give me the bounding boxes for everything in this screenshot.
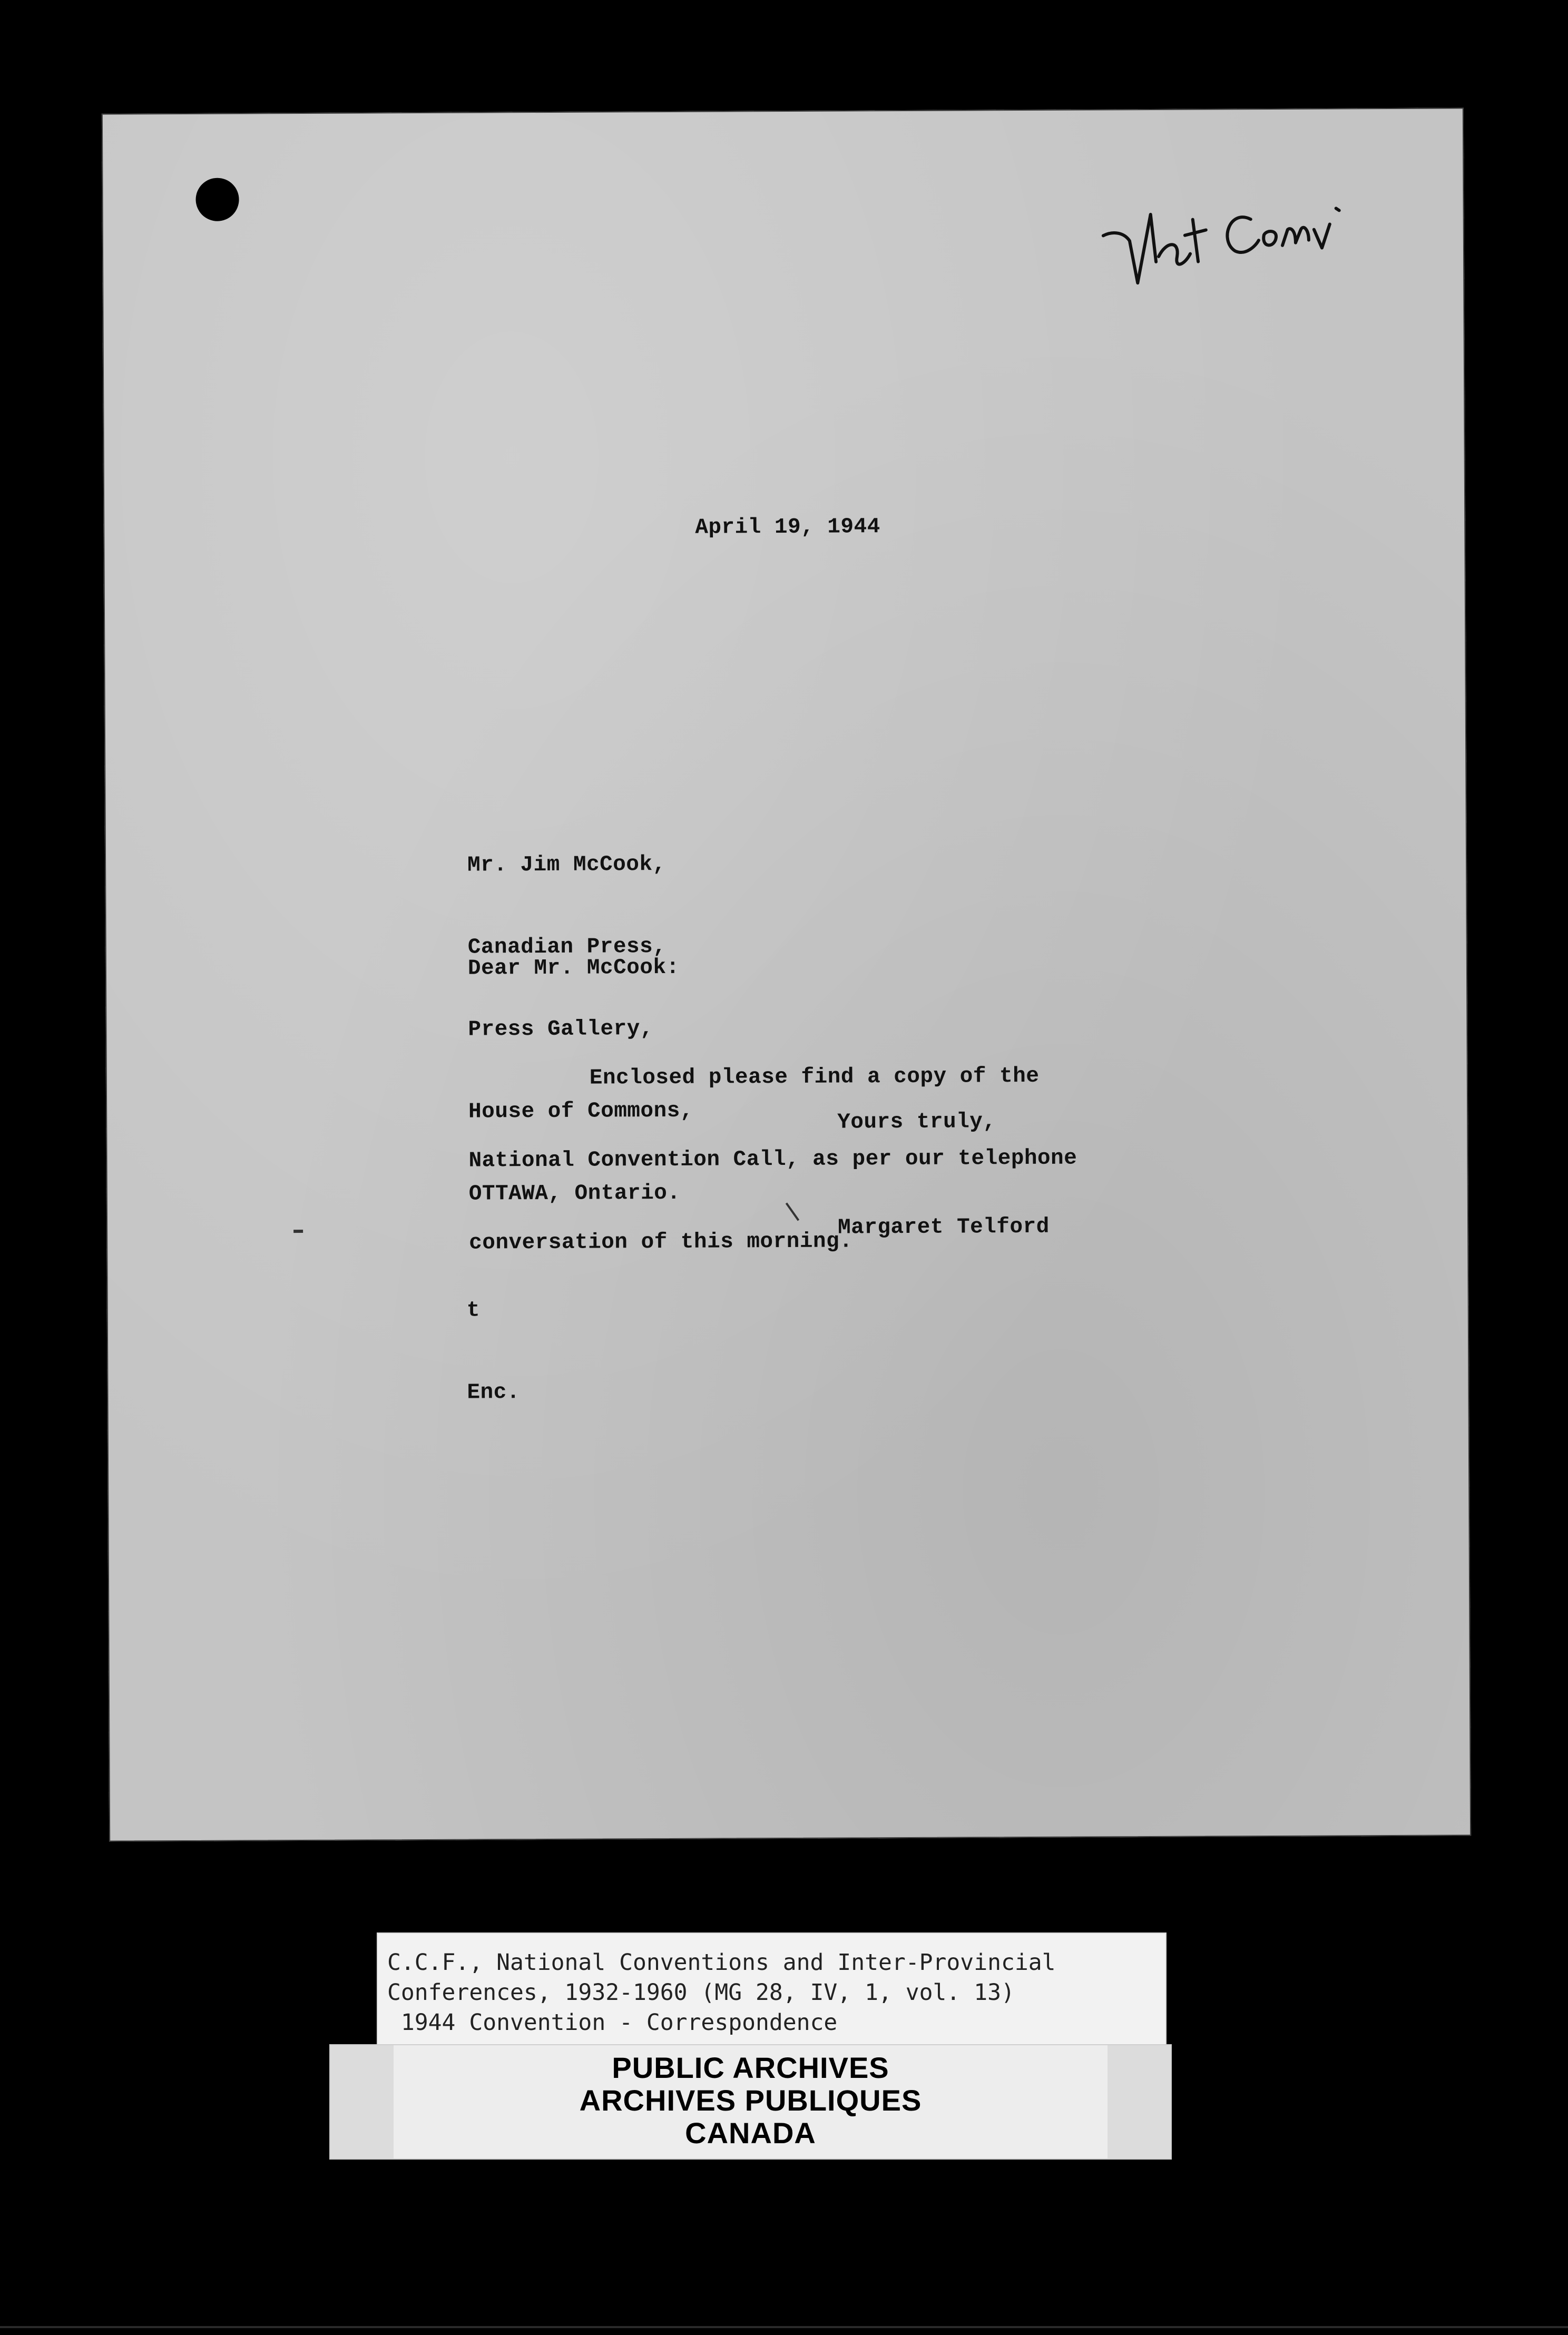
address-line: OTTAWA, Ontario. xyxy=(468,1181,681,1206)
reference-line: 1944 Convention - Correspondence xyxy=(387,2009,838,2036)
address-line: House of Commons, xyxy=(468,1098,694,1124)
handwritten-note xyxy=(1092,155,1367,293)
reference-line: C.C.F., National Conventions and Inter-Provincial xyxy=(387,1949,1056,1976)
typist-initials: t xyxy=(466,1298,480,1323)
archives-line: PUBLIC ARCHIVES xyxy=(612,2051,889,2084)
salutation: Dear Mr. McCook: xyxy=(467,955,680,981)
address-line: Mr. Jim McCook, xyxy=(467,852,666,878)
film-edge xyxy=(0,2326,1568,2328)
archives-stamp-label xyxy=(329,2044,1172,2160)
signature-name: Margaret Telford xyxy=(837,1214,1050,1240)
archives-line: CANADA xyxy=(685,2116,816,2150)
body-line: National Convention Call, as per our telephone xyxy=(468,1146,1077,1173)
archive-reference-label xyxy=(377,1932,1167,2045)
body-line: Enclosed please find a copy of the xyxy=(589,1064,1040,1091)
initials-and-enclosure xyxy=(466,1242,520,1461)
scanned-letter-page xyxy=(102,107,1471,1841)
enclosure-note: Enc. xyxy=(467,1380,520,1405)
body-line: conversation of this morning. xyxy=(469,1229,853,1255)
address-line: Press Gallery, xyxy=(468,1017,654,1042)
letter-body xyxy=(468,1008,1077,1312)
letter-date: April 19, 1944 xyxy=(695,515,880,540)
reference-line: Conferences, 1932-1960 (MG 28, IV, 1, vol. 13) xyxy=(387,1979,1015,2006)
address-line: Canadian Press, xyxy=(467,934,667,960)
archives-line: ARCHIVES PUBLIQUES xyxy=(579,2084,922,2117)
paper-speck xyxy=(293,1230,303,1233)
punch-hole xyxy=(195,178,239,221)
closing: Yours truly, xyxy=(837,1110,996,1135)
